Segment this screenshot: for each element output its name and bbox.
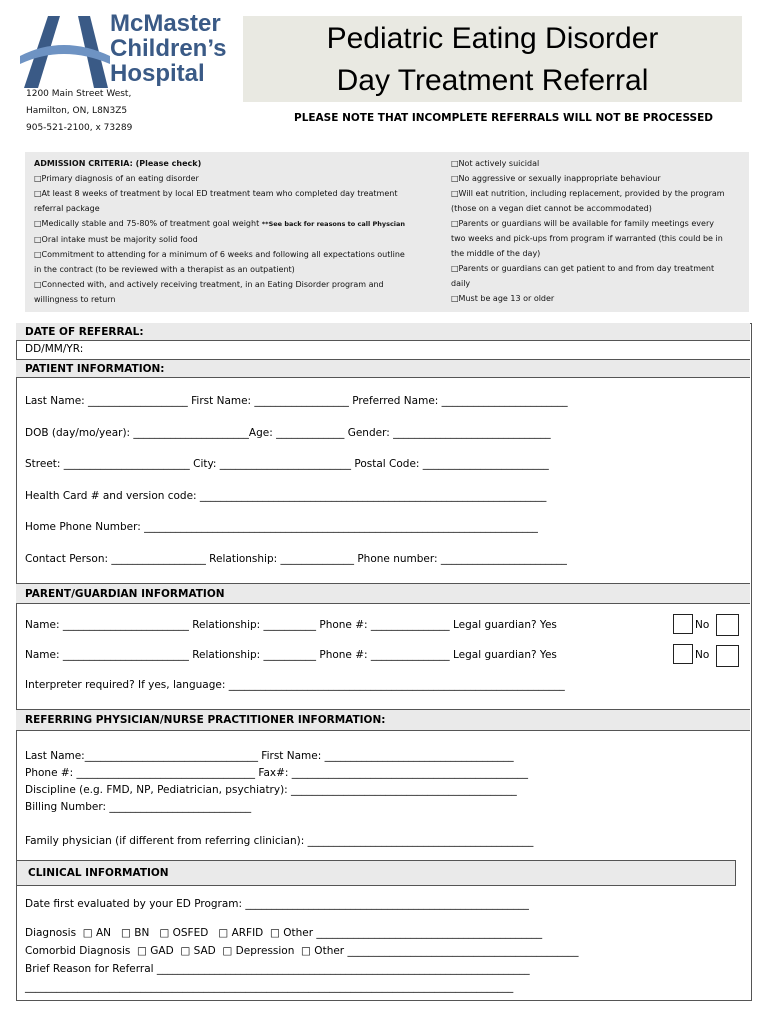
admission-criteria-panel	[25, 152, 749, 312]
address-line: 1200 Main Street West,	[26, 89, 132, 99]
criteria-item: two weeks and pick-ups from program if warranted (this could be in	[451, 234, 723, 243]
criteria-item[interactable]: □No aggressive or sexually inappropriate behaviour	[451, 174, 661, 183]
criteria-item[interactable]: □Parents or guardians will be available for family meetings every	[451, 219, 714, 228]
clinical-info-heading: CLINICAL INFORMATION	[28, 867, 169, 879]
clinical-info-heading-panel	[16, 860, 736, 886]
patient-info-heading: PATIENT INFORMATION:	[16, 359, 750, 378]
criteria-item[interactable]: □Not actively suicidal	[451, 159, 540, 168]
parent-guardian-heading: PARENT/GUARDIAN INFORMATION	[16, 583, 750, 604]
interpreter-field[interactable]: Interpreter required? If yes, language: ________________________________________________________________	[25, 679, 565, 691]
address-line: 905-521-2100, x 73289	[26, 123, 133, 133]
criteria-item: the middle of the day)	[451, 249, 541, 258]
comorbid-diagnosis-options[interactable]: Comorbid Diagnosis □ GAD □ SAD □ Depression □ Other ____________________________________________	[25, 945, 579, 957]
patient-dob-fields[interactable]: DOB (day/mo/year): ______________________Age: _____________ Gender: ______________________________	[25, 427, 551, 439]
billing-number-field[interactable]: Billing Number: ___________________________	[25, 801, 252, 813]
health-card-field[interactable]: Health Card # and version code: __________________________________________________________________	[25, 490, 547, 502]
diagnosis-options[interactable]: Diagnosis □ AN □ BN □ OSFED □ ARFID □ Other ___________________________________________	[25, 927, 543, 939]
criteria-item[interactable]: □Primary diagnosis of an eating disorder	[34, 174, 199, 183]
form-title-line-1: Pediatric Eating Disorder	[326, 22, 659, 55]
date-of-referral-heading: DATE OF REFERRAL:	[16, 323, 750, 341]
date-of-referral-field[interactable]: DD/MM/YR:	[25, 343, 84, 355]
date-first-evaluated-field[interactable]: Date first evaluated by your ED Program: ______________________________________________________	[25, 898, 529, 910]
logo-line-1: McMaster	[110, 10, 221, 37]
guardian-2-yes-checkbox[interactable]	[673, 644, 693, 664]
form-title-line-2: Day Treatment Referral	[336, 64, 649, 97]
criteria-item[interactable]: □Must be age 13 or older	[451, 294, 555, 303]
criteria-item[interactable]: □Will eat nutrition, including replacement, provided by the program	[451, 189, 725, 198]
criteria-item[interactable]: □At least 8 weeks of treatment by local ED treatment team who completed day treatment	[34, 189, 398, 198]
criteria-item[interactable]: □Oral intake must be majority solid food	[34, 235, 198, 244]
address-block	[26, 86, 132, 137]
hospital-logo	[18, 12, 243, 92]
criteria-item: daily	[451, 279, 471, 288]
criteria-item[interactable]: □Parents or guardians can get patient to and from day treatment	[451, 264, 715, 273]
guardian-2-no-checkbox[interactable]	[716, 645, 739, 667]
reason-for-referral-continued[interactable]: _____________________________________________________________________________________________	[25, 981, 514, 993]
patient-name-fields[interactable]: Last Name: ___________________ First Name: __________________ Preferred Name: ________________________	[25, 395, 568, 407]
patient-address-fields[interactable]: Street: ________________________ City: _________________________ Postal Code: ________________________	[25, 458, 549, 470]
criteria-heading: ADMISSION CRITERIA: (Please check)	[34, 159, 202, 168]
physician-phone-fields[interactable]: Phone #: __________________________________ Fax#: _____________________________________________	[25, 767, 529, 779]
guardian-1-yes-checkbox[interactable]	[673, 614, 693, 634]
criteria-item: referral package	[34, 204, 100, 213]
guardian-1-no-checkbox[interactable]	[716, 614, 739, 636]
referring-physician-heading: REFERRING PHYSICIAN/NURSE PRACTITIONER INFORMATION:	[16, 709, 750, 731]
guardian-1-fields[interactable]: Name: ________________________ Relationship: __________ Phone #: _______________ Legal guardian? Yes	[25, 619, 557, 631]
physician-discipline-field[interactable]: Discipline (e.g. FMD, NP, Pediatrician, psychiatry): ___________________________________________	[25, 784, 517, 796]
criteria-item[interactable]: □Connected with, and actively receiving treatment, in an Eating Disorder program and	[34, 280, 384, 289]
criteria-item: willingness to return	[34, 295, 116, 304]
criteria-item[interactable]: □Commitment to attending for a minimum of 6 weeks and following all expectations outline	[34, 250, 405, 259]
family-physician-field[interactable]: Family physician (if different from referring clinician): ___________________________________________	[25, 835, 534, 847]
logo-line-2: Children’s	[110, 35, 227, 62]
criteria-item: (those on a vegan diet cannot be accommodated)	[451, 204, 652, 213]
reason-for-referral-field[interactable]: Brief Reason for Referral _______________________________________________________________________	[25, 963, 530, 975]
incomplete-notice: PLEASE NOTE THAT INCOMPLETE REFERRALS WILL NOT BE PROCESSED	[294, 112, 714, 124]
home-phone-field[interactable]: Home Phone Number: ___________________________________________________________________________	[25, 521, 538, 533]
criteria-item: in the contract (to be reviewed with a therapist as an outpatient)	[34, 265, 295, 274]
physician-name-fields[interactable]: Last Name:_________________________________ First Name: ____________________________________	[25, 750, 514, 762]
address-line: Hamilton, ON, L8N3Z5	[26, 106, 128, 116]
criteria-item[interactable]: □Medically stable and 75-80% of treatment goal weight **See back for reasons to call Physcian	[34, 219, 406, 228]
logo-mark-icon	[18, 12, 112, 90]
logo-line-3: Hospital	[110, 60, 205, 87]
guardian-2-fields[interactable]: Name: ________________________ Relationship: __________ Phone #: _______________ Legal guardian? Yes	[25, 649, 557, 661]
no-label: No	[695, 649, 710, 661]
title-panel	[243, 16, 742, 102]
contact-person-fields[interactable]: Contact Person: __________________ Relationship: ______________ Phone number: ________________________	[25, 553, 567, 565]
no-label: No	[695, 619, 710, 631]
